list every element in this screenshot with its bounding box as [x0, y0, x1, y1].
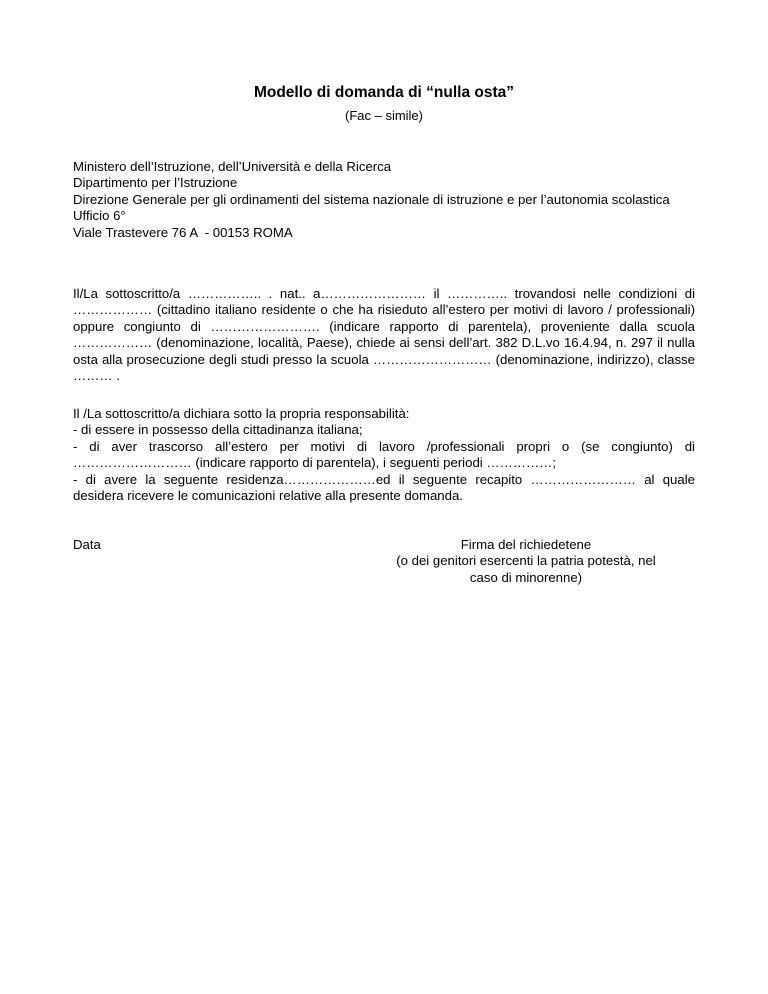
- address-line-department: Dipartimento per l’Istruzione: [73, 175, 238, 191]
- declaration-item-citizenship: - di essere in possesso della cittadinanza italiana;: [73, 422, 363, 438]
- declaration-item-residence: - di avere la seguente residenza…………………ed il seguente recapito …………………… al quale desidera ricevere le comunicazioni relative alla presente domanda.: [73, 471, 695, 504]
- declaration-section: [73, 406, 695, 504]
- recipient-address: [73, 159, 695, 241]
- address-line-office: Ufficio 6°: [73, 208, 126, 224]
- declaration-intro: Il /La sottoscritto/a dichiara sotto la propria responsabilità:: [73, 406, 410, 421]
- document-subtitle: (Fac – simile): [344, 108, 423, 123]
- signature-line-3: caso di minorenne): [469, 569, 583, 585]
- address-line-directorate: Direzione Generale per gli ordinamenti del sistema nazionale di istruzione e per l’autonomia scolastica: [73, 191, 670, 207]
- document-title: Modello di domanda di “nulla osta”: [253, 84, 515, 101]
- request-text: Il/La sottoscritto/a …………….. . nat.. a…………………… il ………….. trovandosi nelle condizioni di ……………… (cittadino italiano residente o che ha risieduto all’estero per motivi di lavoro / professionali) oppure congiunto di ……………………. (indicare rapporto di parentela), proveniente dalla scuola ……………… (denominazione, località, Paese), chiede ai sensi dell’art. 382 D.L.vo 16.4.94, n. 297 il nulla osta alla prosecuzione degli studi presso la scuola ……………………… (denominazione, indirizzo), classe ……… .: [73, 286, 695, 384]
- address-line-street: Viale Trastevere 76 A - 00153 ROMA: [73, 224, 293, 240]
- address-line-ministry: Ministero dell’Istruzione, dell’Università e della Ricerca: [73, 159, 392, 174]
- declaration-item-abroad-periods: - di aver trascorso all’estero per motivi di lavoro /professionali propri o (se congiunto) di ……………………… (indicare rapporto di parentela), i seguenti periodi ……………;: [73, 438, 695, 471]
- signature-block: [366, 537, 686, 586]
- request-paragraph: [73, 286, 695, 384]
- signature-line-2: (o dei genitori esercenti la patria potestà, nel: [396, 553, 656, 569]
- date-label: Data: [73, 537, 101, 552]
- signature-line-1: Firma del richiedetene: [460, 537, 592, 552]
